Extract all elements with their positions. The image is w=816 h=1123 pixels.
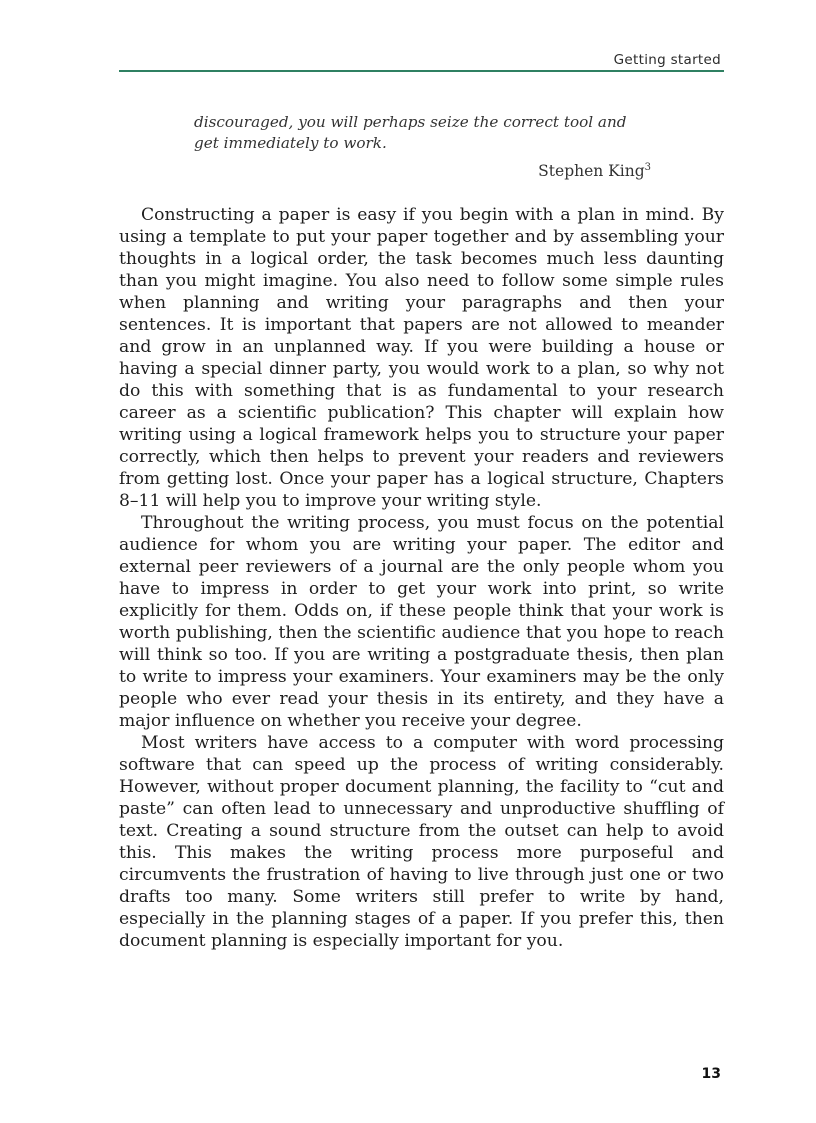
attribution-author: Stephen King: [538, 162, 645, 180]
paragraph-3: Most writers have access to a computer with word processing software that can speed up the process of writing considerably. However, without proper document planning, the facility to “cut and paste” can often lead to unnecessary and unproductive shuffling of text. Creating a sound structure from the outset can help to avoid this. This makes the writing process more purposeful and circumvents the frustration of having to live through just one or two drafts too many. Some writers still prefer to write by hand, especially in the planning stages of a paper. If you prefer this, then document planning is especially important for you.: [119, 733, 724, 951]
header-rule: [119, 70, 724, 72]
running-head: Getting started: [613, 52, 721, 68]
paragraph-2: Throughout the writing process, you must focus on the potential audience for whom you are writing your paper. The editor and external peer reviewers of a journal are the only people whom you have to impress in order to get your work into print, so write explicitly for them. Odds on, if these people think that your work is worth publishing, then the scientific audience that you hope to reach will think so too. If you are writing a postgraduate thesis, then plan to write to impress your examiners. Your examiners may be the only people who ever read your thesis in its entirety, and they have a major influence on whether you receive your degree.: [119, 513, 724, 731]
epigraph-quote: discouraged, you will perhaps seize the correct tool and get immediately to work.: [194, 113, 627, 152]
body-text: [119, 204, 724, 952]
page-number: 13: [701, 1066, 721, 1082]
paragraph-1: Constructing a paper is easy if you begin with a plan in mind. By using a template to put your paper together and by assembling your thoughts in a logical order, the task becomes much less daunting than you might imagine. You also need to follow some simple rules when planning and writing your paragraphs and then your sentences. It is important that papers are not allowed to meander and grow in an unplanned way. If you were building a house or having a special dinner party, you would work to a plan, so why not do this with something that is as fundamental to your research career as a scientific publication? This chapter will explain how writing using a logical framework helps you to structure your paper correctly, which then helps to prevent your readers and reviewers from getting lost. Once your paper has a logical structure, Chapters 8–11 will help you to improve your writing style.: [119, 205, 724, 511]
epigraph-attribution: [538, 162, 651, 180]
footnote-marker: 3: [644, 162, 651, 173]
